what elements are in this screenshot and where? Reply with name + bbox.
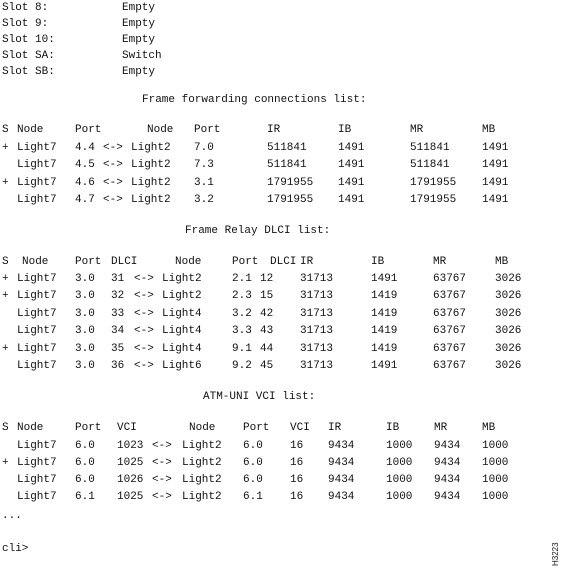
connection-arrow: <-> bbox=[134, 325, 154, 337]
slot-label: Slot SB: bbox=[2, 66, 55, 78]
table-cell: 3026 bbox=[495, 308, 522, 320]
table-cell: 31713 bbox=[300, 343, 334, 355]
table-cell: 31713 bbox=[300, 308, 334, 320]
table-cell: 32 bbox=[111, 290, 125, 302]
table-cell: 3.0 bbox=[75, 273, 95, 285]
table-cell: Light2 bbox=[182, 440, 222, 452]
table-cell: 1491 bbox=[482, 159, 509, 171]
table-cell: 3.0 bbox=[75, 290, 95, 302]
atm-uni-heading: ATM-UNI VCI list: bbox=[203, 391, 316, 403]
table-cell: Light2 bbox=[182, 491, 222, 503]
table-cell: Light7 bbox=[17, 474, 57, 486]
table-cell: 7.0 bbox=[194, 142, 214, 154]
table-cell: Light2 bbox=[131, 142, 171, 154]
column-header: VCI bbox=[290, 422, 310, 434]
table-cell: 63767 bbox=[433, 308, 467, 320]
table-cell: 12 bbox=[260, 273, 274, 285]
table-cell: 1791955 bbox=[267, 194, 314, 206]
column-header: IB bbox=[386, 422, 400, 434]
column-header: S bbox=[2, 256, 9, 268]
table-cell: 6.0 bbox=[243, 457, 263, 469]
table-cell: 1419 bbox=[371, 290, 398, 302]
table-cell: 2.3 bbox=[232, 290, 252, 302]
table-cell: 1000 bbox=[482, 440, 509, 452]
table-cell: 1000 bbox=[482, 457, 509, 469]
table-cell: 1025 bbox=[117, 491, 144, 503]
column-header: MR bbox=[433, 256, 447, 268]
column-header: Port bbox=[75, 124, 102, 136]
column-header: MB bbox=[482, 124, 496, 136]
table-cell: 3.0 bbox=[75, 325, 95, 337]
table-cell: Light7 bbox=[17, 290, 57, 302]
table-cell: 511841 bbox=[410, 159, 450, 171]
table-cell: Light7 bbox=[17, 308, 57, 320]
connection-arrow: <-> bbox=[152, 474, 172, 486]
connection-arrow: <-> bbox=[103, 177, 123, 189]
column-header: Node bbox=[22, 256, 49, 268]
table-cell: 6.1 bbox=[243, 491, 263, 503]
table-cell: 9434 bbox=[434, 474, 461, 486]
table-cell: 1491 bbox=[482, 142, 509, 154]
connection-arrow: <-> bbox=[134, 273, 154, 285]
table-cell: 9434 bbox=[434, 491, 461, 503]
table-cell: 1026 bbox=[117, 474, 144, 486]
table-cell: 1000 bbox=[386, 440, 413, 452]
table-cell: 16 bbox=[290, 457, 304, 469]
column-header: Node bbox=[189, 422, 216, 434]
table-cell: 3.0 bbox=[75, 360, 95, 372]
slot-value: Switch bbox=[122, 50, 162, 62]
table-cell: 16 bbox=[290, 491, 304, 503]
table-cell: 3.1 bbox=[194, 177, 214, 189]
connection-arrow: <-> bbox=[152, 457, 172, 469]
figure-id-label: H3223 bbox=[551, 542, 560, 566]
table-cell: 35 bbox=[111, 343, 125, 355]
table-cell: Light4 bbox=[162, 343, 202, 355]
table-cell: 9434 bbox=[434, 440, 461, 452]
connection-arrow: <-> bbox=[103, 159, 123, 171]
table-cell: 4.5 bbox=[75, 159, 95, 171]
table-cell: 1491 bbox=[338, 159, 365, 171]
column-header: Port bbox=[232, 256, 259, 268]
column-header: Port bbox=[75, 256, 102, 268]
column-header: Node bbox=[17, 124, 44, 136]
table-cell: Light7 bbox=[17, 360, 57, 372]
table-cell: 1000 bbox=[386, 457, 413, 469]
slot-value: Empty bbox=[122, 18, 156, 30]
table-cell: 3.0 bbox=[75, 308, 95, 320]
table-cell: 1000 bbox=[482, 474, 509, 486]
table-cell: Light7 bbox=[17, 491, 57, 503]
table-cell: Light7 bbox=[17, 177, 57, 189]
table-cell: 1419 bbox=[371, 308, 398, 320]
table-cell: 3026 bbox=[495, 273, 522, 285]
table-cell: 7.3 bbox=[194, 159, 214, 171]
connection-arrow: <-> bbox=[103, 194, 123, 206]
table-cell: + bbox=[2, 177, 9, 189]
table-cell: Light7 bbox=[17, 194, 57, 206]
frame-relay-heading: Frame Relay DLCI list: bbox=[185, 225, 331, 237]
table-cell: Light4 bbox=[162, 325, 202, 337]
table-cell: 3026 bbox=[495, 343, 522, 355]
table-cell: + bbox=[2, 457, 9, 469]
connection-arrow: <-> bbox=[152, 440, 172, 452]
column-header: MB bbox=[495, 256, 509, 268]
table-cell: Light2 bbox=[162, 290, 202, 302]
column-header: MR bbox=[410, 124, 424, 136]
column-header: DLCI bbox=[270, 256, 297, 268]
table-cell: 1000 bbox=[482, 491, 509, 503]
column-header: Port bbox=[243, 422, 270, 434]
column-header: IR bbox=[300, 256, 314, 268]
table-cell: 44 bbox=[260, 343, 274, 355]
connection-arrow: <-> bbox=[103, 142, 123, 154]
table-cell: 9434 bbox=[328, 474, 355, 486]
column-header: IB bbox=[371, 256, 385, 268]
table-cell: 36 bbox=[111, 360, 125, 372]
table-cell: + bbox=[2, 343, 9, 355]
table-cell: 1491 bbox=[338, 142, 365, 154]
table-cell: Light2 bbox=[182, 457, 222, 469]
table-cell: 63767 bbox=[433, 273, 467, 285]
slot-label: Slot 10: bbox=[2, 34, 55, 46]
table-cell: 63767 bbox=[433, 343, 467, 355]
column-header: DLCI bbox=[111, 256, 138, 268]
table-cell: 9.1 bbox=[232, 343, 252, 355]
table-cell: 34 bbox=[111, 325, 125, 337]
table-cell: 63767 bbox=[433, 290, 467, 302]
table-cell: 3026 bbox=[495, 290, 522, 302]
table-cell: 511841 bbox=[410, 142, 450, 154]
table-cell: 9434 bbox=[328, 491, 355, 503]
table-cell: 4.4 bbox=[75, 142, 95, 154]
table-cell: 1491 bbox=[371, 273, 398, 285]
slot-label: Slot 8: bbox=[2, 2, 49, 14]
table-cell: 6.0 bbox=[75, 474, 95, 486]
column-header: S bbox=[2, 422, 9, 434]
table-cell: Light2 bbox=[131, 194, 171, 206]
table-cell: 9434 bbox=[434, 457, 461, 469]
table-cell: 1491 bbox=[371, 360, 398, 372]
table-cell: 1491 bbox=[338, 194, 365, 206]
table-cell: 1791955 bbox=[410, 194, 457, 206]
table-cell: 16 bbox=[290, 474, 304, 486]
connection-arrow: <-> bbox=[134, 308, 154, 320]
table-cell: 6.0 bbox=[75, 440, 95, 452]
table-cell: Light6 bbox=[162, 360, 202, 372]
table-cell: 3.0 bbox=[75, 343, 95, 355]
column-header: Port bbox=[194, 124, 221, 136]
column-header: Node bbox=[147, 124, 174, 136]
table-cell: 31713 bbox=[300, 273, 334, 285]
table-cell: Light7 bbox=[17, 159, 57, 171]
column-header: Node bbox=[17, 422, 44, 434]
column-header: VCI bbox=[117, 422, 137, 434]
table-cell: + bbox=[2, 273, 9, 285]
slot-value: Empty bbox=[122, 66, 156, 78]
table-cell: Light2 bbox=[182, 474, 222, 486]
table-cell: 63767 bbox=[433, 325, 467, 337]
table-cell: 6.0 bbox=[243, 474, 263, 486]
column-header: S bbox=[2, 124, 9, 136]
table-cell: 3026 bbox=[495, 325, 522, 337]
table-cell: Light2 bbox=[162, 273, 202, 285]
table-cell: + bbox=[2, 142, 9, 154]
table-cell: 43 bbox=[260, 325, 274, 337]
table-cell: 1791955 bbox=[410, 177, 457, 189]
table-cell: 4.7 bbox=[75, 194, 95, 206]
table-cell: 511841 bbox=[267, 159, 307, 171]
table-cell: Light7 bbox=[17, 273, 57, 285]
table-cell: + bbox=[2, 290, 9, 302]
table-cell: 31713 bbox=[300, 360, 334, 372]
table-cell: 45 bbox=[260, 360, 274, 372]
table-cell: 31713 bbox=[300, 325, 334, 337]
table-cell: 1025 bbox=[117, 457, 144, 469]
slot-label: Slot 9: bbox=[2, 18, 49, 30]
table-cell: 1000 bbox=[386, 474, 413, 486]
table-cell: 3.2 bbox=[194, 194, 214, 206]
table-cell: 4.6 bbox=[75, 177, 95, 189]
frame-forwarding-heading: Frame forwarding connections list: bbox=[142, 94, 367, 106]
table-cell: 1491 bbox=[482, 194, 509, 206]
table-cell: 63767 bbox=[433, 360, 467, 372]
ellipsis-text: ... bbox=[2, 510, 22, 522]
table-cell: 15 bbox=[260, 290, 274, 302]
column-header: MB bbox=[482, 422, 496, 434]
column-header: Port bbox=[75, 422, 102, 434]
table-cell: 33 bbox=[111, 308, 125, 320]
table-cell: 1000 bbox=[386, 491, 413, 503]
table-cell: Light4 bbox=[162, 308, 202, 320]
slot-value: Empty bbox=[122, 34, 156, 46]
table-cell: 1419 bbox=[371, 325, 398, 337]
table-cell: 42 bbox=[260, 308, 274, 320]
connection-arrow: <-> bbox=[152, 491, 172, 503]
table-cell: 2.1 bbox=[232, 273, 252, 285]
table-cell: 31 bbox=[111, 273, 125, 285]
column-header: MR bbox=[434, 422, 448, 434]
table-cell: Light2 bbox=[131, 177, 171, 189]
table-cell: 9.2 bbox=[232, 360, 252, 372]
table-cell: 9434 bbox=[328, 440, 355, 452]
table-cell: 3.3 bbox=[232, 325, 252, 337]
slot-value: Empty bbox=[122, 2, 156, 14]
column-header: IB bbox=[338, 124, 352, 136]
connection-arrow: <-> bbox=[134, 360, 154, 372]
column-header: Node bbox=[175, 256, 202, 268]
table-cell: Light7 bbox=[17, 457, 57, 469]
slot-label: Slot SA: bbox=[2, 50, 55, 62]
table-cell: 1419 bbox=[371, 343, 398, 355]
table-cell: 3.2 bbox=[232, 308, 252, 320]
table-cell: Light7 bbox=[17, 325, 57, 337]
table-cell: 1491 bbox=[338, 177, 365, 189]
table-cell: Light7 bbox=[17, 440, 57, 452]
table-cell: 511841 bbox=[267, 142, 307, 154]
connection-arrow: <-> bbox=[134, 343, 154, 355]
table-cell: 6.1 bbox=[75, 491, 95, 503]
table-cell: 16 bbox=[290, 440, 304, 452]
table-cell: 6.0 bbox=[75, 457, 95, 469]
table-cell: 9434 bbox=[328, 457, 355, 469]
table-cell: Light2 bbox=[131, 159, 171, 171]
connection-arrow: <-> bbox=[134, 290, 154, 302]
command-prompt[interactable]: cli> bbox=[2, 543, 29, 555]
table-cell: Light7 bbox=[17, 142, 57, 154]
table-cell: 31713 bbox=[300, 290, 334, 302]
column-header: IR bbox=[328, 422, 342, 434]
table-cell: 1491 bbox=[482, 177, 509, 189]
table-cell: 1791955 bbox=[267, 177, 314, 189]
table-cell: 3026 bbox=[495, 360, 522, 372]
table-cell: Light7 bbox=[17, 343, 57, 355]
column-header: IR bbox=[267, 124, 281, 136]
table-cell: 1023 bbox=[117, 440, 144, 452]
table-cell: 6.0 bbox=[243, 440, 263, 452]
